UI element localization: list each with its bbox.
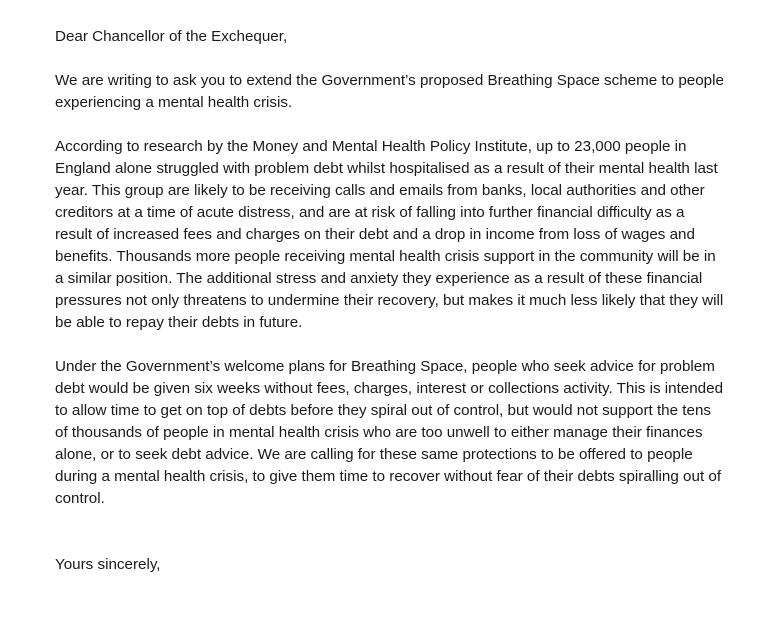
paragraph-proposal: Under the Government’s welcome plans for Breathing Space, people who seek advice for problem debt would be given six weeks without fees, charges, interest or collections activity. This is intended to allow time to get on top of debts before they spiral out of control, but would not support the tens of thousands of people in mental health crisis who are too unwell to either manage their finances alone, or to seek debt advice. We are calling for these same protections to be offered to people during a mental health crisis, to give them time to recover without fear of their debts spiralling out of control. [55, 358, 724, 507]
letter-body [55, 26, 725, 576]
paragraph-research: According to research by the Money and Mental Health Policy Institute, up to 23,000 people in England alone struggled with problem debt whilst hospitalised as a result of their mental health last year. This group are likely to be receiving calls and emails from banks, local authorities and other creditors at a time of acute distress, and are at risk of falling into further financial difficulty as a result of increased fees and charges on their debt and a drop in income from loss of wages and benefits. Thousands more people receiving mental health crisis support in the community will be in a similar position. The additional stress and anxiety they experience as a result of these financial pressures not only threatens to undermine their recovery, but makes it much less likely that they will be able to repay their debts in future. [55, 138, 724, 331]
paragraph-request: We are writing to ask you to extend the Government’s proposed Breathing Space scheme to people experiencing a mental health crisis. [55, 72, 724, 111]
letter-salutation: Dear Chancellor of the Exchequer, [55, 28, 288, 45]
letter-closing: Yours sincerely, [55, 556, 161, 573]
